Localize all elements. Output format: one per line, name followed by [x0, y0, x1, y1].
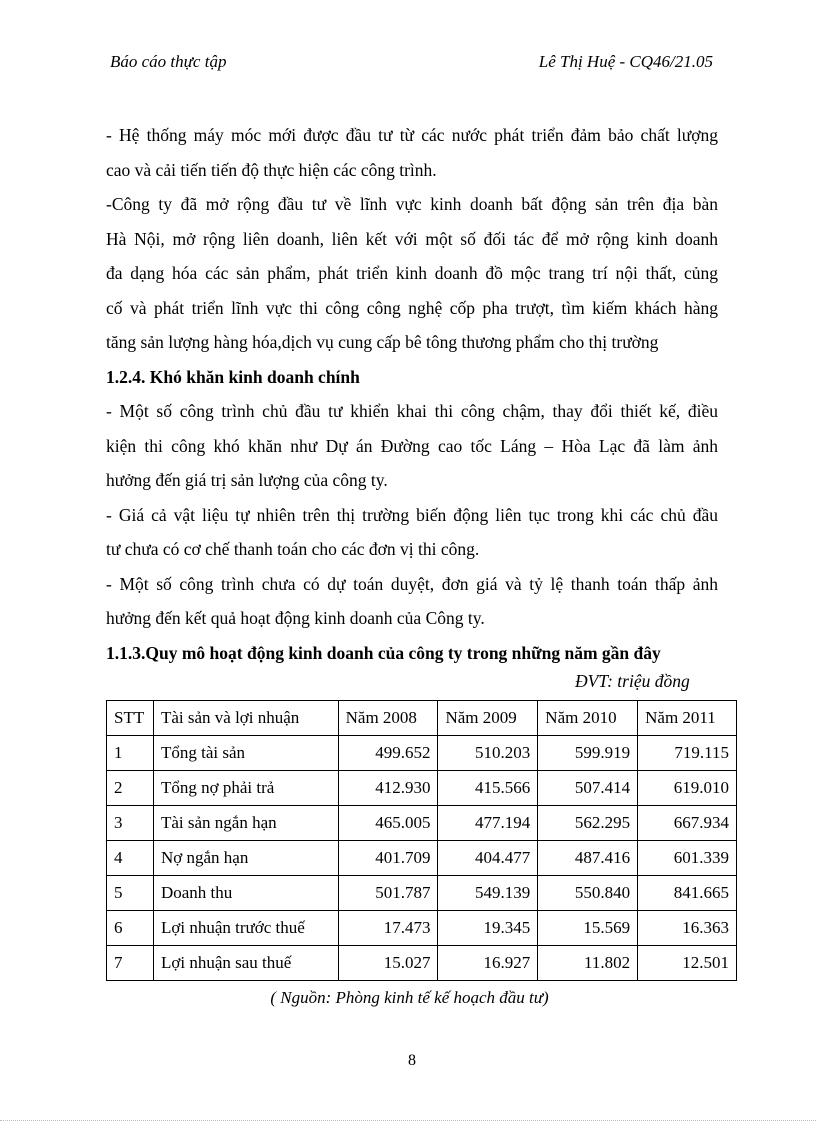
text-line: đa dạng hóa các sản phẩm, phát triển kinh doanh đồ mộc trang trí nội thất, củng	[106, 263, 718, 283]
table-cell: 599.919	[538, 736, 638, 771]
table-cell: 841.665	[638, 876, 737, 911]
table-cell: 510.203	[438, 736, 538, 771]
table-cell: 465.005	[338, 806, 438, 841]
section-heading: 1.1.3.Quy mô hoạt động kinh doanh của công ty trong những năm gần đây	[106, 642, 661, 663]
header-left: Báo cáo thực tập	[110, 52, 227, 71]
table-cell: 4	[107, 841, 154, 876]
table-cell: 12.501	[638, 946, 737, 981]
table-cell: 16.363	[638, 911, 737, 946]
table-cell: 11.802	[538, 946, 638, 981]
table-cell: 1	[107, 736, 154, 771]
table-cell: 17.473	[338, 911, 438, 946]
table-cell: 719.115	[638, 736, 737, 771]
table-cell: 16.927	[438, 946, 538, 981]
table-cell: 401.709	[338, 841, 438, 876]
table-cell: 2	[107, 771, 154, 806]
text-line: cao và cải tiến tiến độ thực hiện các công trình.	[106, 159, 437, 180]
table-row	[107, 841, 737, 876]
text-line: - Một số công trình chủ đầu tư khiển khai thi công chậm, thay đổi thiết kế, điều	[106, 401, 718, 421]
text-line: cố và phát triển lĩnh vực thi công công nghệ cốp pha trượt, tìm kiếm khách hàng	[106, 297, 718, 318]
paragraph-2	[106, 187, 718, 360]
table-header-row	[107, 701, 737, 736]
table-cell: 487.416	[538, 841, 638, 876]
table-row	[107, 876, 737, 911]
unit-label: ĐVT: triệu đồng	[575, 671, 690, 691]
table-cell: Lợi nhuận sau thuế	[153, 946, 338, 981]
header-right: Lê Thị Huệ - CQ46/21.05	[538, 52, 713, 71]
document-body	[106, 118, 718, 670]
column-header: Năm 2010	[538, 701, 638, 736]
table-cell: 550.840	[538, 876, 638, 911]
text-line: - Một số công trình chưa có dự toán duyệt, đơn giá và tỷ lệ thanh toán thấp ảnh	[106, 573, 718, 594]
text-line: - Giá cả vật liệu tự nhiên trên thị trường biến động liên tục trong khi các chủ đầu	[106, 504, 718, 525]
table-cell: Lợi nhuận trước thuế	[153, 911, 338, 946]
table-cell: 499.652	[338, 736, 438, 771]
column-header: Năm 2009	[438, 701, 538, 736]
table-cell: Tài sản ngắn hạn	[153, 806, 338, 841]
table-cell: Nợ ngắn hạn	[153, 841, 338, 876]
table-cell: 477.194	[438, 806, 538, 841]
page-bottom-border	[0, 1120, 816, 1121]
table-cell: 501.787	[338, 876, 438, 911]
table-cell: 412.930	[338, 771, 438, 806]
text-line: -Công ty đã mở rộng đầu tư về lĩnh vực kinh doanh bất động sản trên địa bàn	[106, 194, 718, 214]
table-cell: 5	[107, 876, 154, 911]
table-cell: 667.934	[638, 806, 737, 841]
table-cell: 404.477	[438, 841, 538, 876]
paragraph-1	[106, 118, 718, 187]
column-header: Năm 2011	[638, 701, 737, 736]
text-line: - Hệ thống máy móc mới được đầu tư từ các nước phát triển đảm bảo chất lượng	[106, 125, 718, 145]
column-header: Năm 2008	[338, 701, 438, 736]
table-cell: 507.414	[538, 771, 638, 806]
table-cell: 15.027	[338, 946, 438, 981]
table-row	[107, 806, 737, 841]
text-line: Hà Nội, mở rộng liên doanh, liên kết với một số đối tác để mở rộng kinh doanh	[106, 228, 718, 249]
column-header: STT	[107, 701, 154, 736]
table-cell: 3	[107, 806, 154, 841]
table-cell: Doanh thu	[153, 876, 338, 911]
section-heading: 1.2.4. Khó khăn kinh doanh chính	[106, 366, 360, 387]
table-row	[107, 911, 737, 946]
page-number: 8	[408, 1052, 416, 1069]
table-cell: 15.569	[538, 911, 638, 946]
table-row	[107, 771, 737, 806]
table-cell: 549.139	[438, 876, 538, 911]
table-cell: 619.010	[638, 771, 737, 806]
table-cell: 415.566	[438, 771, 538, 806]
financial-table	[106, 700, 737, 981]
text-line: hưởng đến giá trị sản lượng của công ty.	[106, 470, 388, 490]
table-cell: 601.339	[638, 841, 737, 876]
text-line: tăng sản lượng hàng hóa,dịch vụ cung cấp bê tông thương phẩm cho thị trường	[106, 332, 659, 352]
text-line: tư chưa có cơ chế thanh toán cho các đơn vị thi công.	[106, 539, 480, 559]
column-header: Tài sản và lợi nhuận	[153, 701, 338, 736]
table-source-note: ( Nguồn: Phòng kinh tế kế hoạch đầu tư)	[270, 988, 549, 1007]
table-row	[107, 736, 737, 771]
table-cell: 562.295	[538, 806, 638, 841]
table-cell: Tổng tài sản	[153, 736, 338, 771]
paragraph-4	[106, 498, 718, 567]
paragraph-5	[106, 567, 718, 636]
table-row	[107, 946, 737, 981]
text-line: hưởng đến kết quả hoạt động kinh doanh của Công ty.	[106, 608, 485, 628]
table-cell: Tổng nợ phải trả	[153, 771, 338, 806]
paragraph-3	[106, 394, 718, 498]
table-cell: 6	[107, 911, 154, 946]
table-cell: 19.345	[438, 911, 538, 946]
table-cell: 7	[107, 946, 154, 981]
text-line: kiện thi công khó khăn như Dự án Đường cao tốc Láng – Hòa Lạc đã làm ảnh	[106, 435, 718, 456]
